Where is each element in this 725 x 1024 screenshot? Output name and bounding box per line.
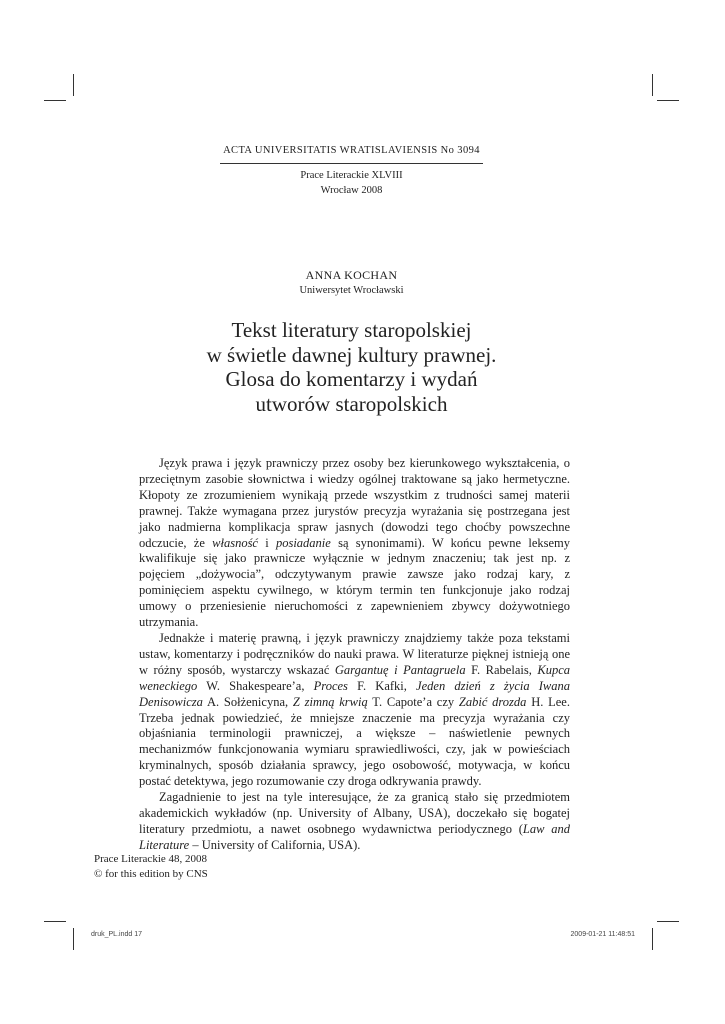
italic-title: Law and Literature (139, 821, 570, 852)
title-line: Glosa do komentarzy i wydań (225, 367, 478, 391)
italic-title: Z zimną krwią (292, 694, 368, 709)
title-line: w świetle dawnej kultury prawnej. (206, 342, 497, 367)
text-run: – University of California, USA). (189, 837, 361, 852)
article-title (160, 318, 543, 416)
author-affiliation: Uniwersytet Wrocławski (299, 285, 404, 296)
crop-mark-top-right-v (652, 74, 653, 96)
crop-mark-top-left-v (73, 74, 74, 96)
slug-timestamp: 2009-01-21 11:48:51 (570, 931, 635, 938)
text-run: H. Lee. Trzeba jednak powiedzieć, że mniejsze znaczenie ma precyzja wyrażania czy objaśniania terminologii prawniczej, a większe – naświetlenie pewnych mechanizmów funkcjonowania wymiaru sprawiedliwości, czy, jak w powieściach kryminalnych, sposób działania sprawcy, jego osobowość, motywacja, w końcu postać detektywa, jego rozumowanie czy droga odkrywania prawdy. (139, 694, 570, 789)
text-run: F. Kafki, (347, 678, 417, 693)
italic-title: Proces (313, 678, 348, 693)
place-year-line: Wrocław 2008 (320, 185, 383, 196)
crop-mark-bottom-left-h (44, 921, 66, 922)
author-name: ANNA KOCHAN (305, 268, 398, 282)
header-rule (220, 163, 483, 164)
text-run: F. Rabelais, (465, 662, 538, 677)
crop-mark-bottom-right-h (657, 921, 679, 922)
text-run: i (257, 535, 276, 550)
italic-term: własność (212, 535, 258, 550)
text-run: T. Capote’a czy (367, 694, 459, 709)
italic-title: Zabić drozda (458, 694, 527, 709)
footer-info (94, 852, 208, 881)
crop-mark-bottom-left-v (73, 928, 74, 950)
title-line: Tekst literatury staropolskiej (231, 318, 472, 342)
series-line: Prace Literackie XLVIII (300, 170, 403, 181)
slug-file: druk_PL.indd 17 (91, 931, 142, 938)
footer-copyright: © for this edition by CNS (94, 867, 208, 880)
crop-mark-bottom-right-v (652, 928, 653, 950)
title-line: utworów staropolskich (255, 391, 448, 416)
journal-header: ACTA UNIVERSITATIS WRATISLAVIENSIS No 3094 (223, 145, 480, 156)
crop-mark-top-left-h (44, 100, 66, 101)
paragraph-3 (139, 790, 570, 854)
article-body (139, 456, 570, 854)
paragraph-2 (139, 631, 570, 790)
text-run: A. Sołżenicyna, (202, 694, 293, 709)
crop-mark-top-right-h (657, 100, 679, 101)
italic-title: Jeden dzień z życia Iwana Denisowicza (139, 678, 571, 709)
italic-term: posiadanie (275, 535, 331, 550)
text-run: W. Shakespeare’a, (197, 678, 314, 693)
text-run: Jednakże i materię prawną, i język prawniczy znajdziemy także poza tekstami ustaw, komentarzy i podręczników do nauki prawa. W literaturze pięknej istnieją one w różny sposób, wystarczy wskazać (139, 630, 570, 677)
text-run: Język prawa i język prawniczy przez osoby bez kierunkowego wykształcenia, o przeciętnym zasobie słownictwa i wiedzy ogólnej traktowane są jako hermetyczne. Kłopoty ze zrozumieniem wynikają przede wszystkim z trudności samej materii prawnej. Także wymagana przez jurystów precyzja wyrażania się postrzegana jest jako nadmierna komplikacja spraw jasnych (dowodzi tego choćby powszechne odczucie, że (139, 456, 570, 550)
italic-title: Gargantuę i Pantagruela (334, 662, 466, 677)
italic-title: Kupca weneckiego (139, 662, 570, 693)
text-run: Zagadnienie to jest na tyle interesujące, że za granicą stało się przedmiotem akademickich wykładów (np. University of Albany, USA), doczekało się bogatej literatury przedmiotu, a nawet osobnego wydawnictwa periodycznego ( (139, 790, 570, 836)
text-run: są synonimami). W końcu pewne leksemy kwalifikuje się jako prawnicze wyłącznie w jednym znaczeniu; tak jest np. z pojęciem „dożywocia”, odczytywanym prawie zawsze jako rodzaj kary, z pominięciem aspektu cywilnego, w którym termin ten funkcjonuje jako rodzaj umowy o przeniesienie nieruchomości z zapewnieniem zbywcy dożywotniego utrzymania. (139, 535, 570, 630)
footer-source: Prace Literackie 48, 2008 (94, 853, 208, 865)
paragraph-1 (139, 456, 570, 631)
